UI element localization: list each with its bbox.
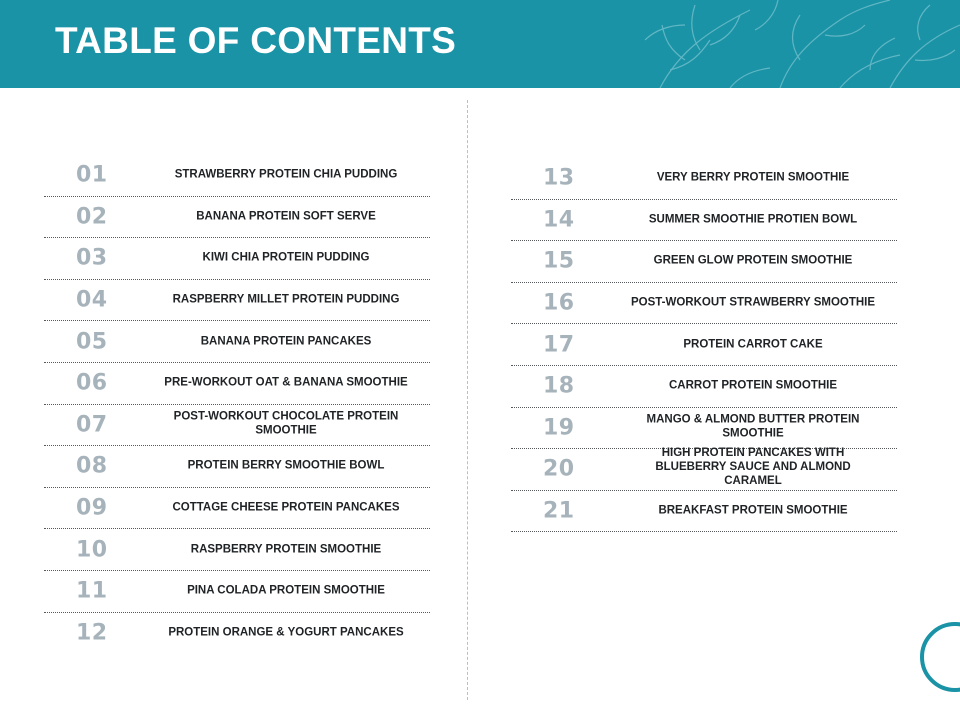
toc-entry[interactable] <box>44 405 430 447</box>
toc-title: POST-WORKOUT STRAWBERRY SMOOTHIE <box>630 296 876 309</box>
toc-number: 14 <box>543 207 575 233</box>
toc-number: 21 <box>543 498 575 524</box>
toc-title: POST-WORKOUT CHOCOLATE PROTEIN SMOOTHIE <box>173 410 399 437</box>
toc-entry[interactable] <box>511 449 897 491</box>
toc-entry[interactable] <box>511 408 897 450</box>
toc-entry[interactable] <box>44 155 430 197</box>
toc-number: 03 <box>76 245 108 271</box>
toc-title: VERY BERRY PROTEIN SMOOTHIE <box>656 171 850 184</box>
toc-entry[interactable] <box>511 158 897 200</box>
toc-right-column <box>511 158 897 532</box>
toc-entry[interactable] <box>44 238 430 280</box>
leaf-pattern-decoration <box>640 0 960 88</box>
toc-entry[interactable] <box>511 200 897 242</box>
toc-number: 05 <box>76 329 108 355</box>
toc-entry[interactable] <box>511 366 897 408</box>
toc-entry[interactable] <box>511 324 897 366</box>
toc-left-column <box>44 155 430 654</box>
toc-entry[interactable] <box>511 491 897 533</box>
toc-number: 06 <box>76 370 108 396</box>
toc-entry[interactable] <box>44 280 430 322</box>
toc-title: HIGH PROTEIN PANCAKES WITH BLUEBERRY SAUCE AND ALMOND CARAMEL <box>655 447 851 488</box>
toc-entry[interactable] <box>511 283 897 325</box>
toc-title: BANANA PROTEIN PANCAKES <box>200 334 372 347</box>
toc-entry[interactable] <box>44 613 430 655</box>
toc-number: 04 <box>76 287 108 313</box>
toc-number: 09 <box>76 495 108 521</box>
toc-title: CARROT PROTEIN SMOOTHIE <box>668 379 838 392</box>
toc-title: RASPBERRY PROTEIN SMOOTHIE <box>190 542 382 555</box>
toc-entry[interactable] <box>44 446 430 488</box>
toc-title: BANANA PROTEIN SOFT SERVE <box>196 210 376 223</box>
toc-title: PROTEIN BERRY SMOOTHIE BOWL <box>187 459 385 472</box>
toc-entry[interactable] <box>44 571 430 613</box>
toc-number: 12 <box>76 620 108 646</box>
toc-entry[interactable] <box>44 488 430 530</box>
toc-number: 02 <box>76 204 108 230</box>
page-title: TABLE OF CONTENTS <box>55 20 457 61</box>
toc-number: 10 <box>76 537 108 563</box>
toc-number: 15 <box>543 248 575 274</box>
toc-title: STRAWBERRY PROTEIN CHIA PUDDING <box>174 168 398 181</box>
toc-title: KIWI CHIA PROTEIN PUDDING <box>202 251 370 264</box>
toc-number: 11 <box>76 578 108 604</box>
toc-title: RASPBERRY MILLET PROTEIN PUDDING <box>172 293 400 306</box>
toc-entry[interactable] <box>44 197 430 239</box>
toc-number: 17 <box>543 332 575 358</box>
toc-number: 20 <box>543 456 575 482</box>
toc-title: COTTAGE CHEESE PROTEIN PANCAKES <box>172 501 400 514</box>
toc-number: 01 <box>76 162 108 188</box>
toc-title: PRE-WORKOUT OAT & BANANA SMOOTHIE <box>164 376 408 389</box>
column-divider <box>467 100 468 700</box>
toc-title: GREEN GLOW PROTEIN SMOOTHIE <box>653 254 853 267</box>
toc-entry[interactable] <box>511 241 897 283</box>
toc-title: MANGO & ALMOND BUTTER PROTEIN SMOOTHIE <box>646 413 860 440</box>
toc-title: SUMMER SMOOTHIE PROTIEN BOWL <box>648 213 858 226</box>
corner-arc-decoration <box>920 622 960 692</box>
toc-title: PROTEIN CARROT CAKE <box>683 337 823 350</box>
header-banner <box>0 0 960 88</box>
toc-entry[interactable] <box>44 363 430 405</box>
toc-title: BREAKFAST PROTEIN SMOOTHIE <box>658 504 848 517</box>
toc-number: 18 <box>543 373 575 399</box>
toc-title: PROTEIN ORANGE & YOGURT PANCAKES <box>168 626 404 639</box>
toc-entry[interactable] <box>44 529 430 571</box>
toc-title: PINA COLADA PROTEIN SMOOTHIE <box>187 584 385 597</box>
toc-number: 08 <box>76 453 108 479</box>
toc-number: 13 <box>543 165 575 191</box>
toc-entry[interactable] <box>44 321 430 363</box>
toc-number: 19 <box>543 415 575 441</box>
toc-number: 07 <box>76 412 108 438</box>
toc-number: 16 <box>543 290 575 316</box>
